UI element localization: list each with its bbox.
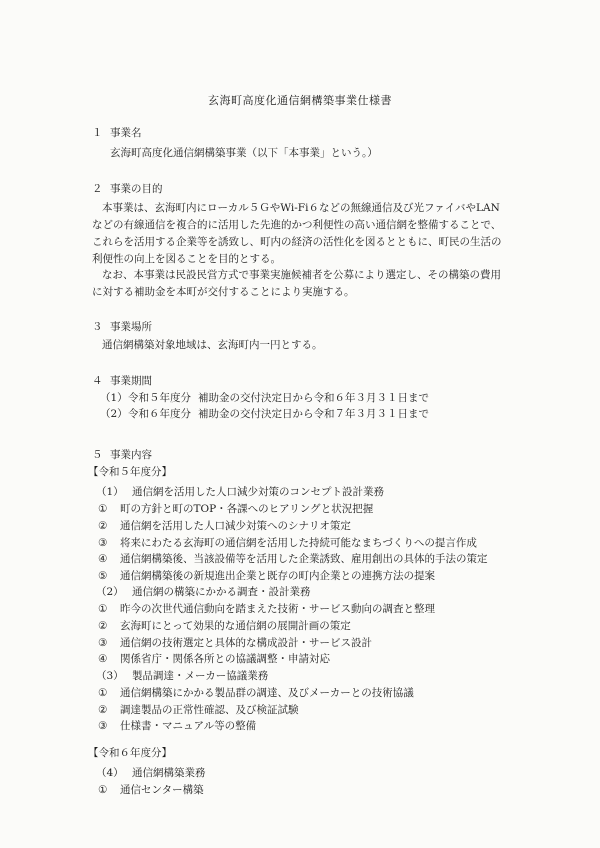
period-year: 令和５年度分 (128, 392, 191, 404)
section-1-heading (92, 126, 142, 140)
group-number: （4） (96, 767, 124, 779)
task-item: ① 昨今の次世代通信動向を踏まえた技術・サービス動向の調査と整理 (98, 603, 435, 615)
period-text: 補助金の交付決定日から令和７年３月３１日まで (198, 408, 429, 420)
purpose-line: これらを活用する企業等を誘致し、町内の経済の活性化を図るとともに、町民の生活の (92, 236, 502, 248)
group-title: 通信網構築業務 (132, 767, 206, 779)
document-title: 玄海町高度化通信網構築事業仕様書 (208, 94, 392, 107)
purpose-line: などの有線通信を複合的に活用した先進的かつ利便性の高い通信網を整備することで、 (92, 219, 502, 231)
section-number: ４ (92, 375, 103, 387)
period-number: （1） (100, 392, 128, 404)
purpose-line: なお、本事業は民設民営方式で事業実施候補者を公募により選定し、その構築の費用 (102, 269, 501, 281)
section-heading: 事業の目的 (110, 183, 163, 195)
task-group-2 (96, 585, 311, 599)
task-item: ③ 通信網の技術選定と具体的な構成設計・サービス設計 (98, 637, 372, 649)
task-item: ② 通信網を活用した人口減少対策へのシナリオ策定 (98, 520, 351, 532)
group-title: 通信網を活用した人口減少対策のコンセプト設計業務 (132, 486, 384, 498)
task-item: ① 通信センター構築 (98, 784, 204, 796)
task-item: ① 通信網構築にかかる製品群の調達、及びメーカーとの技術協議 (98, 687, 414, 699)
purpose-line: 利便性の向上を図ることを目的とする。 (92, 253, 281, 265)
section-number: １ (92, 127, 103, 139)
purpose-line: 本事業は、玄海町内にローカル５ＧやWi-Fi６などの無線通信及び光ファイバやLAN (102, 202, 500, 214)
task-group-3 (96, 669, 268, 683)
task-item: ④ 通信網構築後、当該設備等を活用した企業誘致、雇用創出の具体的手法の策定 (98, 553, 488, 565)
fiscal-r6-label: 【令和６年度分】 (88, 747, 172, 759)
section-number: ５ (92, 449, 103, 461)
section-5-heading (92, 448, 152, 462)
group-title: 製品調達・メーカー協議業務 (132, 670, 269, 682)
period-item (100, 391, 429, 405)
task-group-1 (96, 485, 384, 499)
period-text: 補助金の交付決定日から令和６年３月３１日まで (198, 392, 429, 404)
purpose-line: に対する補助金を本町が交付することにより実施する。 (92, 286, 355, 298)
task-item: ③ 仕様書・マニュアル等の整備 (98, 720, 257, 732)
task-item: ③ 将来にわたる玄海町の通信網を活用した持続可能なまちづくりへの提言作成 (98, 537, 477, 549)
task-item: ② 玄海町にとって効果的な通信網の展開計画の策定 (98, 620, 351, 632)
period-year: 令和６年度分 (128, 408, 191, 420)
task-item: ② 調達製品の正常性確認、及び検証試験 (98, 704, 299, 716)
task-group-4 (96, 766, 206, 780)
section-2-heading (92, 182, 163, 196)
task-item: ① 町の方針と町のTOP・各課へのヒアリングと状況把握 (98, 503, 374, 515)
group-title: 通信網の構築にかかる調査・設計業務 (132, 586, 311, 598)
fiscal-r5-label: 【令和５年度分】 (88, 466, 172, 478)
section-4-heading (92, 374, 152, 388)
project-name-text: 玄海町高度化通信網構築事業（以下「本事業」という。） (110, 147, 378, 159)
section-number: ２ (92, 183, 103, 195)
section-number: ３ (92, 321, 103, 333)
task-item: ⑤ 通信網構築後の新規進出企業と既存の町内企業との連携方法の提案 (98, 570, 435, 582)
group-number: （1） (96, 486, 124, 498)
period-item (100, 407, 429, 421)
period-number: （2） (100, 408, 128, 420)
task-item: ④ 関係省庁・関係各所との協議調整・申請対応 (98, 653, 330, 665)
section-heading: 事業名 (110, 127, 142, 139)
section-heading: 事業場所 (110, 321, 152, 333)
section-heading: 事業期間 (110, 375, 152, 387)
section-3-heading (92, 320, 152, 334)
location-text: 通信網構築対象地域は、玄海町内一円とする。 (102, 339, 323, 351)
group-number: （3） (96, 670, 124, 682)
group-number: （2） (96, 586, 124, 598)
section-heading: 事業内容 (110, 449, 152, 461)
